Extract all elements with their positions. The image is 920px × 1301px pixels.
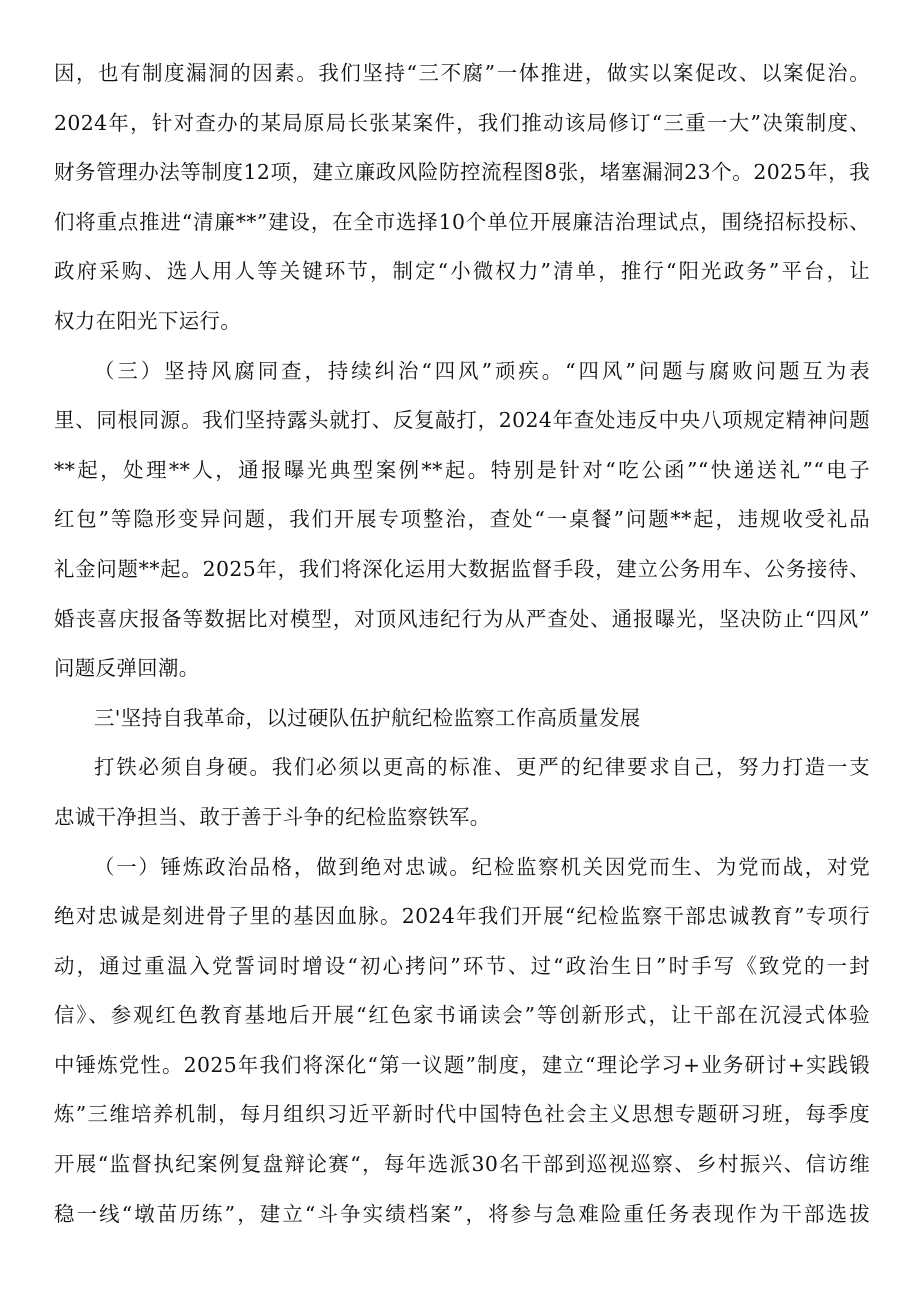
text-line-8: 里、同根同源。我们坚持露头就打、反复敲打，2024年查处违反中央八项规定精神问题 (54, 408, 870, 433)
text-line-5: 政府采购、选人用人等关键环节，制定“小微权力”清单，推行“阳光政务”平台，让 (54, 259, 870, 284)
text-line-3: 财务管理办法等制度12项，建立廉政风险防控流程图8张，堵塞漏洞23个。2025年，我 (54, 160, 870, 185)
text-line-23: 开展“监督执纪案例复盘辩论赛“，每年选派30名干部到巡视巡察、乡村振兴、信访维 (54, 1152, 870, 1177)
text-line-12: 婚丧喜庆报备等数据比对模型，对顶风违纪行为从严查处、通报曝光，坚决防止“四风” (54, 606, 870, 631)
text-line-24: 稳一线“墩苗历练”，建立“斗争实绩档案”，将参与急难险重任务表现作为干部选拔 (54, 1201, 870, 1226)
text-line-9: **起，处理**人，通报曝光典型案例**起。特别是针对“吃公函”“快递送礼”“电子 (54, 457, 870, 482)
text-line-7: （三）坚持风腐同查，持续纠治“四风”顽疾。“四风”问题与腐败问题互为表 (94, 358, 870, 383)
text-line-22: 炼”三维培养机制，每月组织习近平新时代中国特色社会主义思想专题研习班，每季度 (54, 1102, 870, 1127)
section-heading: 三'坚持自我革命，以过硬队伍护航纪检监察工作高质量发展 (94, 705, 641, 730)
document-page (54, 58, 870, 1248)
text-line-13: 问题反弹回潮。 (54, 656, 200, 681)
text-line-21: 中锤炼党性。2025年我们将深化“第一议题”制度，建立“理论学习+业务研讨+实践锻 (54, 1052, 870, 1077)
text-line-1: 因，也有制度漏洞的因素。我们坚持“三不腐”一体推进，做实以案促改、以案促治。 (54, 61, 870, 85)
text-line-16: 忠诚干净担当、敢于善于斗争的纪检监察铁军。 (54, 804, 491, 829)
text-line-4: 们将重点推进“清廉**”建设，在全市选择10个单位开展廉洁治理试点，围绕招标投标、 (54, 209, 870, 234)
text-line-20: 信》、参观红色教育基地后开展“红色家书诵读会”等创新形式，让干部在沉浸式体验 (54, 1003, 870, 1028)
text-line-11: 礼金问题**起。2025年，我们将深化运用大数据监督手段，建立公务用车、公务接待、 (54, 556, 870, 581)
text-line-2: 2024年，针对查办的某局原局长张某案件，我们推动该局修订“三重一大”决策制度、 (54, 110, 870, 135)
text-line-17: （一）锤炼政治品格，做到绝对忠诚。纪检监察机关因党而生、为党而战，对党 (94, 854, 870, 879)
text-line-15: 打铁必须自身硬。我们必须以更高的标准、更严的纪律要求自己，努力打造一支 (94, 755, 870, 780)
text-line-6: 权力在阳光下运行。 (54, 308, 242, 333)
text-line-18: 绝对忠诚是刻进骨子里的基因血脉。2024年我们开展“纪检监察干部忠诚教育”专项行 (54, 904, 870, 929)
text-line-10: 红包”等隐形变异问题，我们开展专项整治，查处“一桌餐”问题**起，违规收受礼品 (54, 507, 870, 532)
text-line-19: 动，通过重温入党誓词时增设“初心拷问”环节、过“政治生日”时手写《致党的一封 (54, 953, 870, 978)
